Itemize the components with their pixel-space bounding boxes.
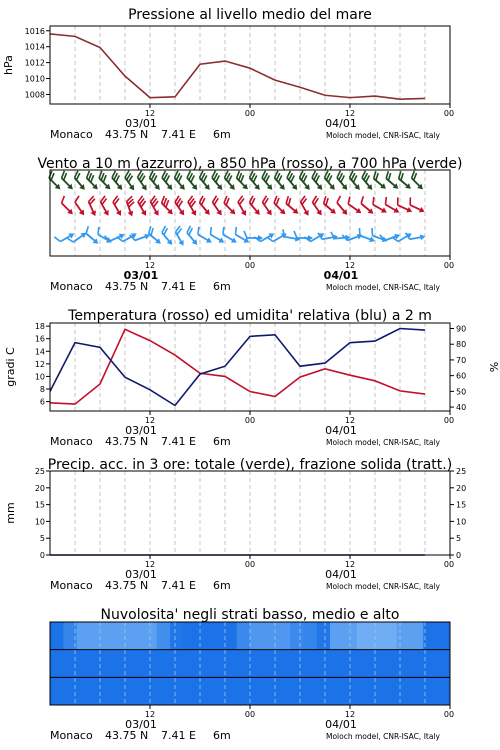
cloud-cell-basso bbox=[370, 677, 384, 705]
cloud-cell-alto bbox=[290, 622, 304, 650]
cloud-cell-medio bbox=[290, 650, 304, 678]
y-tick-label-right: 70 bbox=[456, 355, 467, 365]
y-tick-label-right: 40 bbox=[456, 403, 467, 413]
cloud-cell-basso bbox=[397, 677, 411, 705]
cloud-cell-basso bbox=[197, 677, 211, 705]
location-lon: 7.41 E bbox=[161, 729, 196, 742]
wind-barb-700hpa bbox=[70, 171, 90, 192]
cloud-cell-alto bbox=[103, 622, 117, 650]
model-credit: Moloch model, CNR-ISAC, Italy bbox=[326, 131, 440, 140]
x-tick-label: 00 bbox=[244, 416, 256, 425]
wind-barb-850hpa bbox=[109, 196, 127, 217]
chart-title: Nuvolosita' negli strati basso, medio e alto bbox=[100, 607, 400, 623]
location-lon: 7.41 E bbox=[161, 280, 196, 293]
cloud-cell-alto bbox=[437, 622, 451, 650]
cloud-cell-basso bbox=[237, 677, 251, 705]
wind-barb-850hpa bbox=[96, 196, 114, 217]
model-credit: Moloch model, CNR-ISAC, Italy bbox=[326, 438, 440, 447]
wind-barb-10m bbox=[281, 229, 301, 242]
cloud-cell-medio bbox=[223, 650, 237, 678]
cloud-cell-alto bbox=[277, 622, 291, 650]
cloud-cell-basso bbox=[290, 677, 304, 705]
cloud-cell-alto bbox=[210, 622, 224, 650]
cloud-cell-medio bbox=[210, 650, 224, 678]
cloud-cell-alto bbox=[90, 622, 104, 650]
wind-barb-850hpa bbox=[85, 196, 102, 217]
cloud-cell-alto bbox=[357, 622, 371, 650]
chart-title: Vento a 10 m (azzurro), a 850 hPa (rosso), a 700 hPa (verde) bbox=[37, 156, 463, 172]
y-axis-label: gradi C bbox=[4, 347, 17, 387]
cloud-cell-basso bbox=[183, 677, 197, 705]
cloud-cell-basso bbox=[423, 677, 437, 705]
y-tick-label-right: 50 bbox=[456, 387, 467, 397]
location-name: Monaco bbox=[50, 128, 93, 141]
cloud-cell-medio bbox=[383, 650, 397, 678]
location-lat: 43.75 N bbox=[105, 729, 149, 742]
cloud-cell-basso bbox=[277, 677, 291, 705]
x-tick-label: 12 bbox=[144, 560, 156, 569]
date-label: 03/01 bbox=[125, 718, 157, 731]
wind-barb-850hpa bbox=[71, 196, 90, 217]
cloud-cell-medio bbox=[197, 650, 211, 678]
cloud-cell-medio bbox=[250, 650, 264, 678]
cloud-cell-basso bbox=[383, 677, 397, 705]
cloud-cell-basso bbox=[317, 677, 331, 705]
cloud-cell-medio bbox=[183, 650, 197, 678]
y-tick-label: 1016 bbox=[24, 26, 45, 36]
cloud-cell-alto bbox=[250, 622, 264, 650]
wind-barb-10m bbox=[171, 226, 189, 247]
wind-barb-10m bbox=[318, 230, 338, 243]
humidity-line bbox=[50, 329, 425, 406]
location-lat: 43.75 N bbox=[105, 128, 149, 141]
y-tick-label-right: 15 bbox=[456, 500, 467, 510]
wind-barb-10m bbox=[54, 227, 75, 245]
cloud-cell-medio bbox=[103, 650, 117, 678]
cloud-cell-basso bbox=[157, 677, 171, 705]
wind-barb-700hpa bbox=[232, 171, 253, 192]
cloud-cell-basso bbox=[330, 677, 344, 705]
wind-barb-850hpa bbox=[208, 196, 227, 217]
wind-barb-10m bbox=[254, 227, 275, 245]
location-lon: 7.41 E bbox=[161, 128, 196, 141]
y-tick-label: 15 bbox=[34, 500, 45, 510]
x-tick-label: 12 bbox=[344, 416, 356, 425]
y-tick-label: 12 bbox=[34, 359, 45, 369]
location-elev: 6m bbox=[213, 280, 231, 293]
cloud-cell-alto bbox=[423, 622, 437, 650]
cloud-cell-alto bbox=[77, 622, 91, 650]
cloud-cell-alto bbox=[183, 622, 197, 650]
wind-barb-700hpa bbox=[82, 171, 103, 192]
wind-barb-700hpa bbox=[170, 171, 190, 192]
y-tick-label: 1008 bbox=[24, 90, 45, 100]
cloud-cell-alto bbox=[117, 622, 131, 650]
y-axis-label: hPa bbox=[2, 55, 15, 75]
y-tick-label-right: 5 bbox=[456, 534, 462, 544]
cloud-cell-alto bbox=[170, 622, 184, 650]
cloud-cell-medio bbox=[317, 650, 331, 678]
cloud-cell-alto bbox=[223, 622, 237, 650]
wind-barb-700hpa bbox=[121, 171, 140, 192]
location-name: Monaco bbox=[50, 435, 93, 448]
model-credit: Moloch model, CNR-ISAC, Italy bbox=[326, 582, 440, 591]
cloud-cell-alto bbox=[383, 622, 397, 650]
location-lat: 43.75 N bbox=[105, 435, 149, 448]
date-label: 04/01 bbox=[323, 269, 359, 282]
cloud-cell-alto bbox=[197, 622, 211, 650]
location-lat: 43.75 N bbox=[105, 280, 149, 293]
cloud-cell-basso bbox=[437, 677, 451, 705]
cloud-cell-medio bbox=[237, 650, 251, 678]
wind-barb-700hpa bbox=[320, 171, 340, 192]
wind-barb-700hpa bbox=[133, 171, 152, 192]
y-tick-label: 20 bbox=[34, 483, 45, 493]
location-lat: 43.75 N bbox=[105, 579, 149, 592]
date-label: 04/01 bbox=[325, 424, 357, 437]
location-name: Monaco bbox=[50, 729, 93, 742]
y-tick-label: 6 bbox=[39, 397, 45, 407]
x-tick-label: 12 bbox=[144, 416, 156, 425]
date-label: 03/01 bbox=[123, 269, 159, 282]
x-tick-label: 12 bbox=[344, 560, 356, 569]
cloud-cell-basso bbox=[210, 677, 224, 705]
cloud-cell-alto bbox=[303, 622, 317, 650]
cloud-cell-medio bbox=[170, 650, 184, 678]
cloud-cell-alto bbox=[330, 622, 344, 650]
date-label: 04/01 bbox=[325, 718, 357, 731]
cloud-cell-medio bbox=[50, 650, 64, 678]
location-name: Monaco bbox=[50, 280, 93, 293]
location-name: Monaco bbox=[50, 579, 93, 592]
x-tick-label: 00 bbox=[443, 560, 455, 569]
cloud-cell-medio bbox=[437, 650, 451, 678]
cloud-cell-basso bbox=[117, 677, 131, 705]
cloud-cell-basso bbox=[50, 677, 64, 705]
cloud-cell-basso bbox=[90, 677, 104, 705]
x-tick-label: 00 bbox=[244, 710, 256, 719]
cloud-cell-alto bbox=[397, 622, 411, 650]
cloud-cell-medio bbox=[370, 650, 384, 678]
y-tick-label-right: 0 bbox=[456, 551, 462, 560]
wind-barb-850hpa bbox=[296, 196, 314, 217]
x-tick-label: 12 bbox=[144, 710, 156, 719]
wind-barb-850hpa bbox=[134, 196, 152, 217]
chart-title: Temperatura (rosso) ed umidita' relativa (blu) a 2 m bbox=[68, 308, 432, 324]
wind-barb-700hpa bbox=[345, 171, 365, 192]
y-axis-label: mm bbox=[4, 502, 17, 524]
cloud-cell-medio bbox=[423, 650, 437, 678]
x-tick-label: 00 bbox=[443, 710, 455, 719]
pressure-line bbox=[50, 34, 425, 99]
y-tick-label: 1014 bbox=[24, 42, 45, 52]
wind-barb-700hpa bbox=[295, 171, 315, 192]
cloud-cell-medio bbox=[90, 650, 104, 678]
location-elev: 6m bbox=[213, 128, 231, 141]
y-tick-label: 1010 bbox=[24, 74, 45, 84]
wind-barb-850hpa bbox=[146, 196, 164, 217]
wind-barb-700hpa bbox=[95, 171, 116, 192]
chart-title: Pressione al livello medio del mare bbox=[128, 7, 372, 23]
cloud-cell-basso bbox=[77, 677, 91, 705]
cloud-cell-basso bbox=[250, 677, 264, 705]
y-tick-label-right: 10 bbox=[456, 517, 467, 527]
y-tick-label: 18 bbox=[34, 322, 45, 332]
cloud-cell-medio bbox=[77, 650, 91, 678]
model-credit: Moloch model, CNR-ISAC, Italy bbox=[326, 732, 440, 741]
date-label: 03/01 bbox=[125, 424, 157, 437]
cloud-cell-basso bbox=[410, 677, 424, 705]
cloud-cell-alto bbox=[317, 622, 331, 650]
y-tick-label: 10 bbox=[34, 372, 45, 382]
y-tick-label: 1012 bbox=[24, 58, 45, 68]
y-tick-label: 25 bbox=[34, 467, 45, 476]
y-axis-label-right: % bbox=[487, 361, 500, 373]
wind-barb-700hpa bbox=[245, 171, 265, 192]
y-tick-label-right: 25 bbox=[456, 467, 467, 476]
x-tick-label: 00 bbox=[443, 261, 455, 270]
location-lon: 7.41 E bbox=[161, 435, 196, 448]
cloud-cell-basso bbox=[303, 677, 317, 705]
wind-barb-700hpa bbox=[57, 171, 78, 192]
cloud-cell-medio bbox=[397, 650, 411, 678]
date-label: 04/01 bbox=[325, 568, 357, 581]
x-tick-label: 00 bbox=[443, 109, 455, 118]
cloud-cell-medio bbox=[330, 650, 344, 678]
x-tick-label: 12 bbox=[344, 261, 356, 270]
cloud-cell-basso bbox=[130, 677, 144, 705]
cloud-cell-alto bbox=[130, 622, 144, 650]
cloud-cell-medio bbox=[157, 650, 171, 678]
cloud-cell-basso bbox=[223, 677, 237, 705]
wind-barb-850hpa bbox=[319, 196, 340, 216]
temperature-line bbox=[50, 329, 425, 404]
wind-barb-700hpa bbox=[195, 171, 215, 192]
cloud-cell-alto bbox=[370, 622, 384, 650]
y-tick-label: 0 bbox=[39, 551, 45, 560]
wind-barb-850hpa bbox=[184, 196, 202, 217]
cloud-cell-alto bbox=[237, 622, 251, 650]
y-tick-label-right: 90 bbox=[456, 324, 467, 334]
x-tick-label: 12 bbox=[144, 261, 156, 270]
wind-barb-700hpa bbox=[145, 171, 165, 192]
cloud-cell-alto bbox=[157, 622, 171, 650]
wind-barb-700hpa bbox=[45, 171, 66, 192]
cloud-cell-medio bbox=[277, 650, 291, 678]
y-tick-label: 8 bbox=[39, 385, 45, 394]
cloud-cell-alto bbox=[410, 622, 424, 650]
location-elev: 6m bbox=[213, 729, 231, 742]
cloud-cell-medio bbox=[117, 650, 131, 678]
x-tick-label: 12 bbox=[144, 109, 156, 118]
location-lon: 7.41 E bbox=[161, 579, 196, 592]
wind-barb-850hpa bbox=[171, 196, 190, 217]
date-label: 04/01 bbox=[325, 117, 357, 130]
y-tick-label: 5 bbox=[39, 534, 45, 544]
date-label: 03/01 bbox=[125, 117, 157, 130]
y-tick-label-right: 20 bbox=[456, 483, 467, 493]
y-tick-label: 10 bbox=[34, 517, 45, 527]
x-tick-label: 12 bbox=[344, 109, 356, 118]
location-elev: 6m bbox=[213, 579, 231, 592]
cloud-cell-basso bbox=[170, 677, 184, 705]
y-tick-label: 14 bbox=[34, 347, 45, 357]
cloud-cell-medio bbox=[130, 650, 144, 678]
x-tick-label: 00 bbox=[244, 560, 256, 569]
y-tick-label: 16 bbox=[34, 334, 45, 344]
wind-barb-850hpa bbox=[234, 196, 252, 217]
cloud-cell-medio bbox=[357, 650, 371, 678]
cloud-cell-medio bbox=[303, 650, 317, 678]
cloud-cell-basso bbox=[357, 677, 371, 705]
wind-barb-10m bbox=[304, 227, 325, 245]
y-tick-label-right: 60 bbox=[456, 371, 467, 381]
wind-barb-850hpa bbox=[195, 196, 215, 217]
wind-barb-850hpa bbox=[220, 196, 241, 217]
cloud-cell-basso bbox=[103, 677, 117, 705]
y-tick-label-right: 80 bbox=[456, 340, 467, 350]
wind-barb-700hpa bbox=[270, 171, 290, 192]
wind-barb-850hpa bbox=[245, 196, 265, 217]
cloud-cell-medio bbox=[410, 650, 424, 678]
wind-barb-850hpa bbox=[258, 196, 277, 217]
x-tick-label: 00 bbox=[244, 261, 256, 270]
x-tick-label: 00 bbox=[244, 109, 256, 118]
location-elev: 6m bbox=[213, 435, 231, 448]
x-tick-label: 00 bbox=[443, 416, 455, 425]
x-tick-label: 12 bbox=[344, 710, 356, 719]
date-label: 03/01 bbox=[125, 568, 157, 581]
cloud-cell-alto bbox=[50, 622, 64, 650]
model-credit: Moloch model, CNR-ISAC, Italy bbox=[326, 283, 440, 292]
wind-barb-700hpa bbox=[220, 171, 240, 192]
wind-barb-10m bbox=[405, 230, 425, 243]
chart-title: Precip. acc. in 3 ore: totale (verde), frazione solida (tratt.) bbox=[47, 457, 453, 473]
